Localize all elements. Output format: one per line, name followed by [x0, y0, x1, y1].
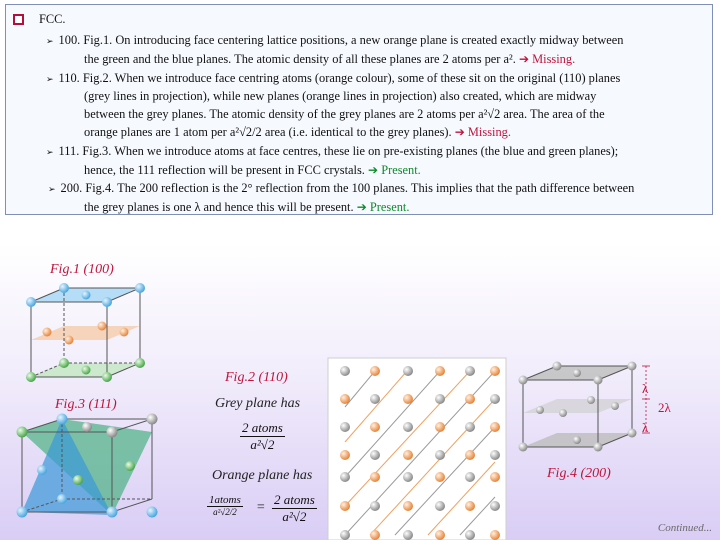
list-item-110: ➢ 110. Fig.2. When we introduce face centring atoms (orange colour), some of these sit on the original (110) planes: [46, 71, 621, 85]
continued-note: Continued...: [657, 522, 712, 534]
right-arrow-icon: ➔: [518, 52, 530, 66]
arrow-bullet-icon: ➢: [46, 37, 54, 47]
section-title: FCC.: [39, 12, 66, 26]
list-item-200-cont: the grey planes is one λ and hence this will be present. ➔ Present.: [84, 200, 410, 214]
right-arrow-icon: ➔: [356, 200, 367, 214]
grey-plane-label: Grey plane has: [215, 396, 301, 411]
orange-plane-label: Orange plane has: [212, 468, 313, 483]
list-item-111-cont: hence, the 111 reflection will be present in FCC crystals. ➔ Present.: [84, 163, 421, 177]
list-item-100-cont: the green and the blue planes. The atomic density of all these planes are 2 atoms per a². ➔ Missing.: [84, 52, 576, 66]
arrow-bullet-icon: ➢: [46, 75, 54, 85]
result-missing: Missing.: [467, 125, 511, 139]
right-arrow-icon: ➔: [454, 125, 465, 139]
grey-density-fraction: 2 atoms a²√2: [242, 420, 283, 452]
list-item-110-l2: (grey lines in projection), while new planes (orange lines in projection) also created, which are midway: [84, 89, 597, 103]
fig3-caption: Fig.3 (111): [55, 397, 117, 412]
list-item-111: ➢ 111. Fig.3. When we introduce atoms at face centres, these lie on pre-existing planes (the blue and green planes);: [46, 144, 619, 158]
right-arrow-icon: ➔: [368, 163, 379, 177]
orange-density-left-fraction: 1atoms a²√2/2: [209, 494, 241, 517]
result-missing: Missing.: [532, 52, 576, 66]
list-item-100: ➢ 100. Fig.1. On introducing face centering lattice positions, a new orange plane is created exactly midway between: [46, 33, 624, 47]
arrow-bullet-icon: ➢: [48, 185, 56, 195]
fig1-caption: Fig.1 (100): [50, 262, 114, 277]
arrow-bullet-icon: ➢: [46, 148, 54, 158]
fig2-caption: Fig.2 (110): [225, 370, 288, 385]
result-present: Present.: [381, 163, 421, 177]
equals-sign: =: [256, 500, 266, 515]
fig4-caption: Fig.4 (200): [547, 466, 611, 481]
orange-density-right-fraction: 2 atoms a²√2: [274, 492, 315, 524]
lambda-label: λ: [642, 420, 649, 435]
lambda-label: λ: [642, 381, 649, 396]
list-item-110-l4: orange planes are 1 atom per a²√2/2 area (i.e. identical to the grey planes). ➔ Missing.: [84, 125, 511, 139]
result-present: Present.: [369, 200, 410, 214]
list-item-200: ➢ 200. Fig.4. The 200 reflection is the 2° reflection from the 100 planes. This implies that the path difference between: [48, 181, 635, 195]
two-lambda-label: 2λ: [658, 400, 671, 415]
list-item-110-l3: between the grey planes. The atomic density of the grey planes are 2 atoms per a²√2 area. The area of the: [84, 107, 605, 121]
